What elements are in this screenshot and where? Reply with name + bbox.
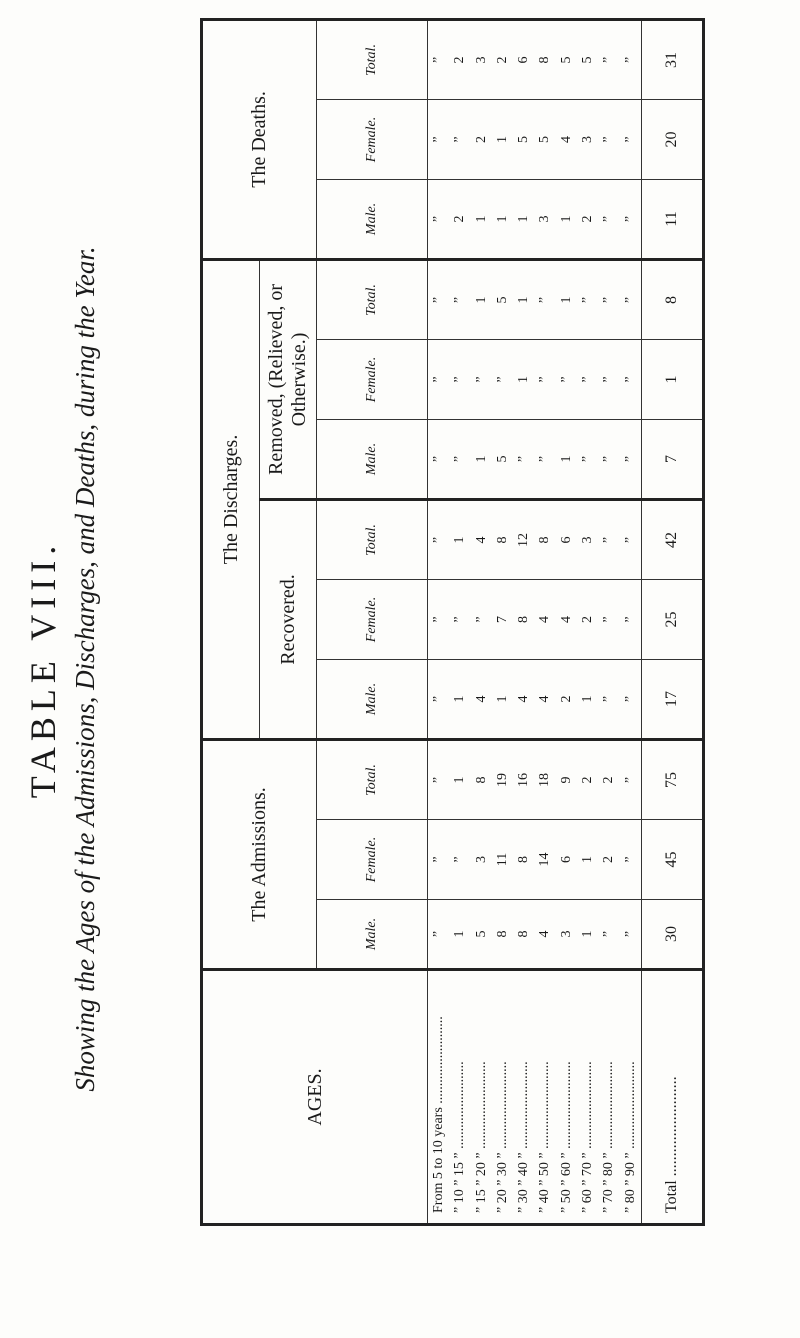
cell-value: 1 [452,695,468,703]
removed-male-values [428,419,642,499]
cell-value: ” [622,376,638,383]
cell-value: 8 [516,615,532,623]
admissions-header: The Admissions. [202,739,317,969]
cell-value: 3 [473,56,489,64]
total-admissions-male: 30 [641,900,703,970]
recovered-female-header: Female. [317,579,428,659]
cell-value: 3 [537,215,553,223]
header-row-groups [202,19,260,1224]
cell-value: ” [431,376,446,383]
cell-value: 1 [516,375,532,383]
admissions-total-header: Total. [317,739,428,819]
removed-total-values [428,259,642,339]
cell-value: ” [431,136,446,143]
total-admissions-total: 75 [641,739,703,819]
cell-value: 1 [452,776,468,784]
cell-value: 1 [516,296,532,304]
cell-value: 4 [558,135,574,143]
cell-value: ” [431,536,446,544]
cell-value: ” [431,695,446,703]
cell-value: 8 [516,856,532,863]
cell-value: 5 [580,56,596,64]
cell-value: 14 [537,852,553,867]
cell-value: ” [452,856,468,863]
deaths-female-header: Female. [317,99,428,179]
cell-value: ” 15 ” 20 ” ......................... [473,1061,489,1213]
cell-value: 2 [473,135,489,143]
cell-value: 2 [580,776,596,784]
cell-value: 5 [558,56,574,64]
cell-value: 18 [537,773,553,787]
cell-value: 1 [473,296,489,304]
age-ranges [428,970,642,1225]
cell-value: 1 [494,695,510,703]
deaths-female-values [428,99,642,179]
cell-value: 4 [473,695,489,703]
removed-female-header: Female. [317,339,428,419]
deaths-male-header: Male. [317,179,428,259]
cell-value: ” [431,455,446,463]
cell-value: 1 [558,296,574,304]
cell-value: 11 [494,852,510,867]
cell-value: ” [431,930,446,938]
cell-value: 19 [494,773,510,787]
recovered-female-values [428,579,642,659]
cell-value: ” [452,296,468,304]
cell-value: 1 [473,455,489,463]
cell-value: ” [601,616,617,623]
total-recovered-total: 42 [641,499,703,579]
admissions-female-header: Female. [317,820,428,900]
cell-value: 2 [580,215,596,223]
cell-value: ” 40 ” 50 ” ......................... [537,1061,553,1213]
cell-value: ” [622,56,638,64]
cell-value: 6 [516,56,532,64]
cell-value: 8 [516,930,532,938]
cell-value: ” [537,376,553,383]
cell-value: 3 [558,930,574,938]
cell-value: 1 [452,930,468,938]
cell-value: ” [516,455,532,463]
cell-value: ” [601,536,617,544]
cell-value: ” [537,296,553,304]
total-recovered-male: 17 [641,659,703,739]
cell-value: 5 [473,930,489,938]
cell-value: 1 [580,695,596,703]
cell-value: 5 [537,135,553,143]
data-row [428,19,642,1224]
total-deaths-female: 20 [641,99,703,179]
cell-value: ” [601,215,617,223]
cell-value: ” [452,136,468,143]
cell-value: ” [473,616,489,623]
cell-value: From 5 to 10 years ......................... [431,1016,446,1213]
cell-value: 8 [494,930,510,938]
cell-value: ” 50 ” 60 ” ......................... [558,1061,574,1213]
cell-value: ” [558,376,574,383]
discharges-header: The Discharges. [202,259,260,739]
cell-value: 8 [473,776,489,784]
admissions-total-values [428,739,642,819]
cell-value: 4 [537,930,553,938]
cell-value: 4 [473,536,489,544]
cell-value: ” 30 ” 40 ” ......................... [516,1061,532,1213]
total-row [641,19,703,1224]
cell-value: ” [601,376,617,383]
cell-value: ” [622,215,638,223]
cell-value: 4 [558,615,574,623]
total-removed-total: 8 [641,259,703,339]
cell-value: 3 [580,536,596,544]
deaths-header: The Deaths. [202,19,317,259]
cell-value: 8 [537,56,553,64]
cell-value: 8 [537,536,553,544]
cell-value: ” [580,455,596,463]
cell-value: 2 [452,56,468,64]
cell-value: 1 [558,215,574,223]
cell-value: 2 [452,215,468,223]
cell-value: ” [622,856,638,863]
cell-value: 2 [494,56,510,64]
ages-header: AGES. [202,970,428,1225]
cell-value: ” [622,296,638,304]
removed-total-header: Total. [317,259,428,339]
admissions-male-header: Male. [317,900,428,970]
cell-value: ” [622,536,638,544]
total-removed-male: 7 [641,419,703,499]
cell-value: ” [431,296,446,304]
cell-value: ” 70 ” 80 ” ......................... [601,1061,617,1213]
cell-value: 5 [516,135,532,143]
cell-value: ” 20 ” 30 ” ......................... [494,1061,510,1213]
cell-value: ” [601,136,617,143]
cell-value: 1 [473,215,489,223]
cell-value: ” [431,215,446,223]
cell-value: 1 [558,455,574,463]
statistics-table [200,18,705,1226]
cell-value: ” [622,136,638,143]
cell-value: ” [622,930,638,938]
cell-value: ” [473,376,489,383]
admissions-male-values [428,900,642,970]
cell-value: 2 [580,615,596,623]
cell-value: ” [622,776,638,784]
cell-value: 16 [516,773,532,787]
cell-value: 4 [516,695,532,703]
total-removed-female: 1 [641,339,703,419]
cell-value: 4 [537,695,553,703]
cell-value: ” [537,455,553,463]
cell-value: ” [580,376,596,383]
admissions-female-values [428,820,642,900]
table-subtitle: Showing the Ages of the Admissions, Discharges, and Deaths, during the Year. [70,246,100,1092]
deaths-total-values [428,19,642,99]
cell-value: ” 10 ” 15 ” ......................... [452,1061,468,1213]
cell-value: ” [622,616,638,623]
recovered-male-values [428,659,642,739]
cell-value: ” [431,56,446,64]
removed-header: Removed, (Relieved, or Otherwise.) [260,259,317,499]
cell-value: 7 [494,615,510,623]
cell-value: ” [452,455,468,463]
cell-value: 6 [558,856,574,863]
cell-value: ” [622,455,638,463]
cell-value: ” 60 ” 70 ” ......................... [580,1061,596,1213]
cell-value: 3 [580,135,596,143]
recovered-male-header: Male. [317,659,428,739]
cell-value: 5 [494,296,510,304]
cell-value: 1 [516,215,532,223]
cell-value: 1 [494,215,510,223]
cell-value: ” [494,376,510,383]
cell-value: 1 [580,930,596,938]
removed-female-values [428,339,642,419]
cell-value: 1 [580,856,596,863]
recovered-total-header: Total. [317,499,428,579]
cell-value: 8 [494,536,510,544]
cell-value: ” [601,296,617,304]
cell-value: ” 80 ” 90 ” ......................... [622,1061,638,1213]
cell-value: ” [622,695,638,703]
total-recovered-female: 25 [641,579,703,659]
cell-value: ” [601,930,617,938]
cell-value: 2 [601,776,617,784]
recovered-total-values [428,499,642,579]
cell-value: ” [431,856,446,863]
cell-value: 9 [558,776,574,784]
table-title: TABLE VIII. [23,539,63,799]
cell-value: 1 [494,135,510,143]
cell-value: ” [580,296,596,304]
cell-value: ” [601,455,617,463]
cell-value: 2 [601,856,617,863]
cell-value: 3 [473,856,489,863]
cell-value: ” [452,616,468,623]
cell-value: ” [431,776,446,784]
recovered-header: Recovered. [260,499,317,739]
cell-value: ” [431,616,446,623]
total-label: Total ......................... [641,970,703,1225]
removed-male-header: Male. [317,419,428,499]
total-deaths-male: 11 [641,179,703,259]
cell-value: ” [601,695,617,703]
cell-value: 4 [537,615,553,623]
cell-value: 5 [494,455,510,463]
cell-value: 1 [452,536,468,544]
cell-value: ” [452,376,468,383]
cell-value: 6 [558,536,574,544]
total-admissions-female: 45 [641,820,703,900]
cell-value: 2 [558,695,574,703]
cell-value: ” [601,56,617,64]
cell-value: 12 [516,532,532,547]
total-deaths-total: 31 [641,19,703,99]
deaths-male-values [428,179,642,259]
deaths-total-header: Total. [317,19,428,99]
